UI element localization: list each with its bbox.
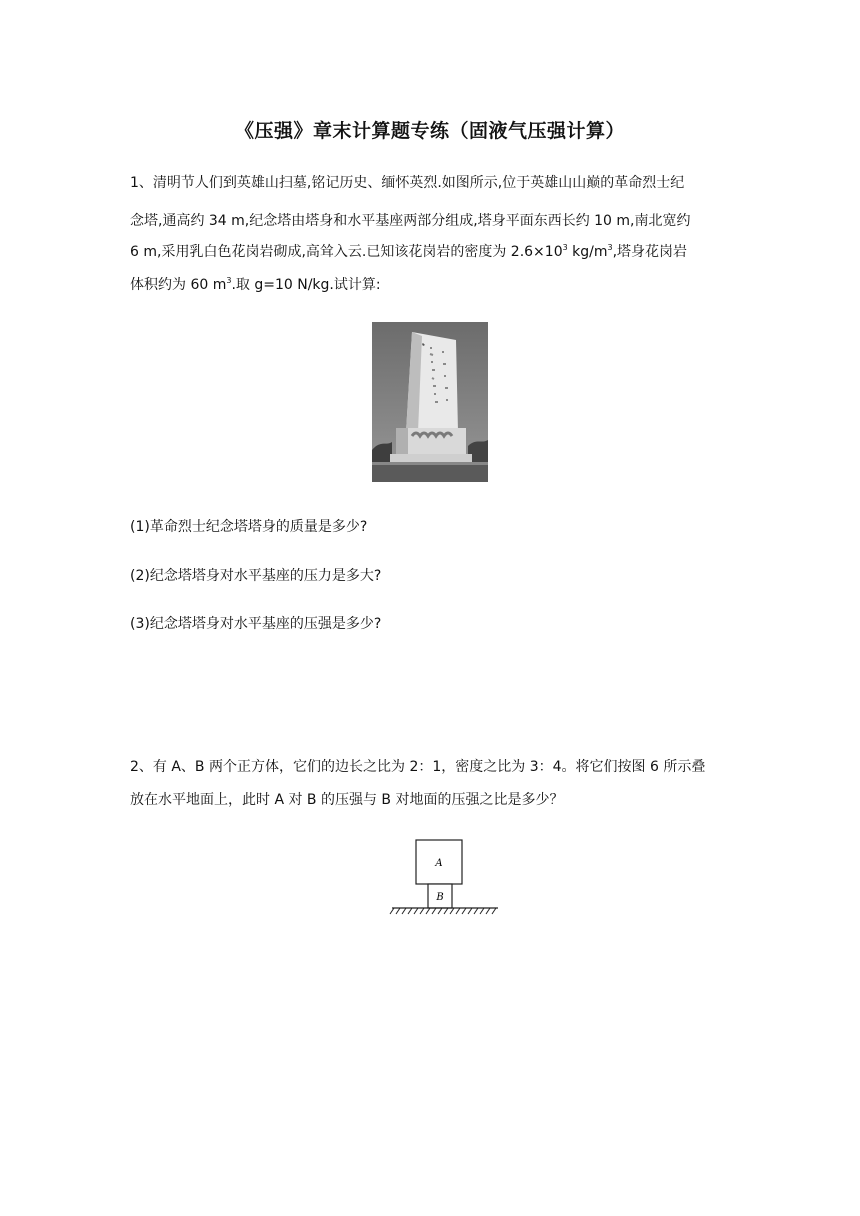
q2-line-1: 2、有 A、B 两个正方体，它们的边长之比为 2：1，密度之比为 3：4。将它们按图 6 所示叠 — [130, 759, 706, 775]
q1-line-4-text-b: .取 g=10 N/kg.试计算: — [231, 277, 381, 293]
q2-line-2: 放在水平地面上，此时 A 对 B 的压强与 B 对地面的压强之比是多少？ — [130, 792, 564, 808]
cube-a-label: A — [435, 858, 443, 869]
q1-line-3-sup-1: 3 — [562, 243, 568, 252]
q1-line-1: 1、清明节人们到英雄山扫墓,铭记历史、缅怀英烈.如图所示,位于英雄山山巅的革命烈士纪 — [130, 175, 685, 191]
q1-line-3-sup-2: 3 — [607, 243, 613, 252]
q1-line-4-sup: 3 — [226, 276, 232, 285]
page-title: 《压强》章末计算题专练（固液气压强计算） — [234, 120, 625, 142]
q1-line-3 — [130, 241, 687, 261]
q1-line-3-text-b: kg/m — [567, 244, 608, 260]
monument-photo-graphic — [372, 322, 488, 482]
cube-b-label: B — [436, 892, 444, 903]
stacked-cubes-figure — [386, 838, 502, 918]
ground-hatching — [390, 908, 496, 914]
q1-sub-1: (1)革命烈士纪念塔塔身的质量是多少? — [130, 519, 368, 535]
monument-photo — [372, 322, 488, 482]
q1-line-3-text-a: 6 m,采用乳白色花岗岩砌成,高耸入云.已知该花岗岩的密度为 2.6×10 — [130, 244, 563, 260]
q1-line-2: 念塔,通高约 34 m,纪念塔由塔身和水平基座两部分组成,塔身平面东西长约 10 m,南北宽约 — [130, 213, 691, 229]
q1-sub-3: (3)纪念塔塔身对水平基座的压强是多少? — [130, 616, 382, 632]
stacked-cubes-graphic — [386, 838, 502, 918]
q1-line-3-text-c: ,塔身花岗岩 — [612, 244, 688, 260]
q1-sub-2: (2)纪念塔塔身对水平基座的压力是多大? — [130, 568, 382, 584]
q1-line-4 — [130, 274, 381, 294]
q1-line-4-text-a: 体积约为 60 m — [130, 277, 227, 293]
